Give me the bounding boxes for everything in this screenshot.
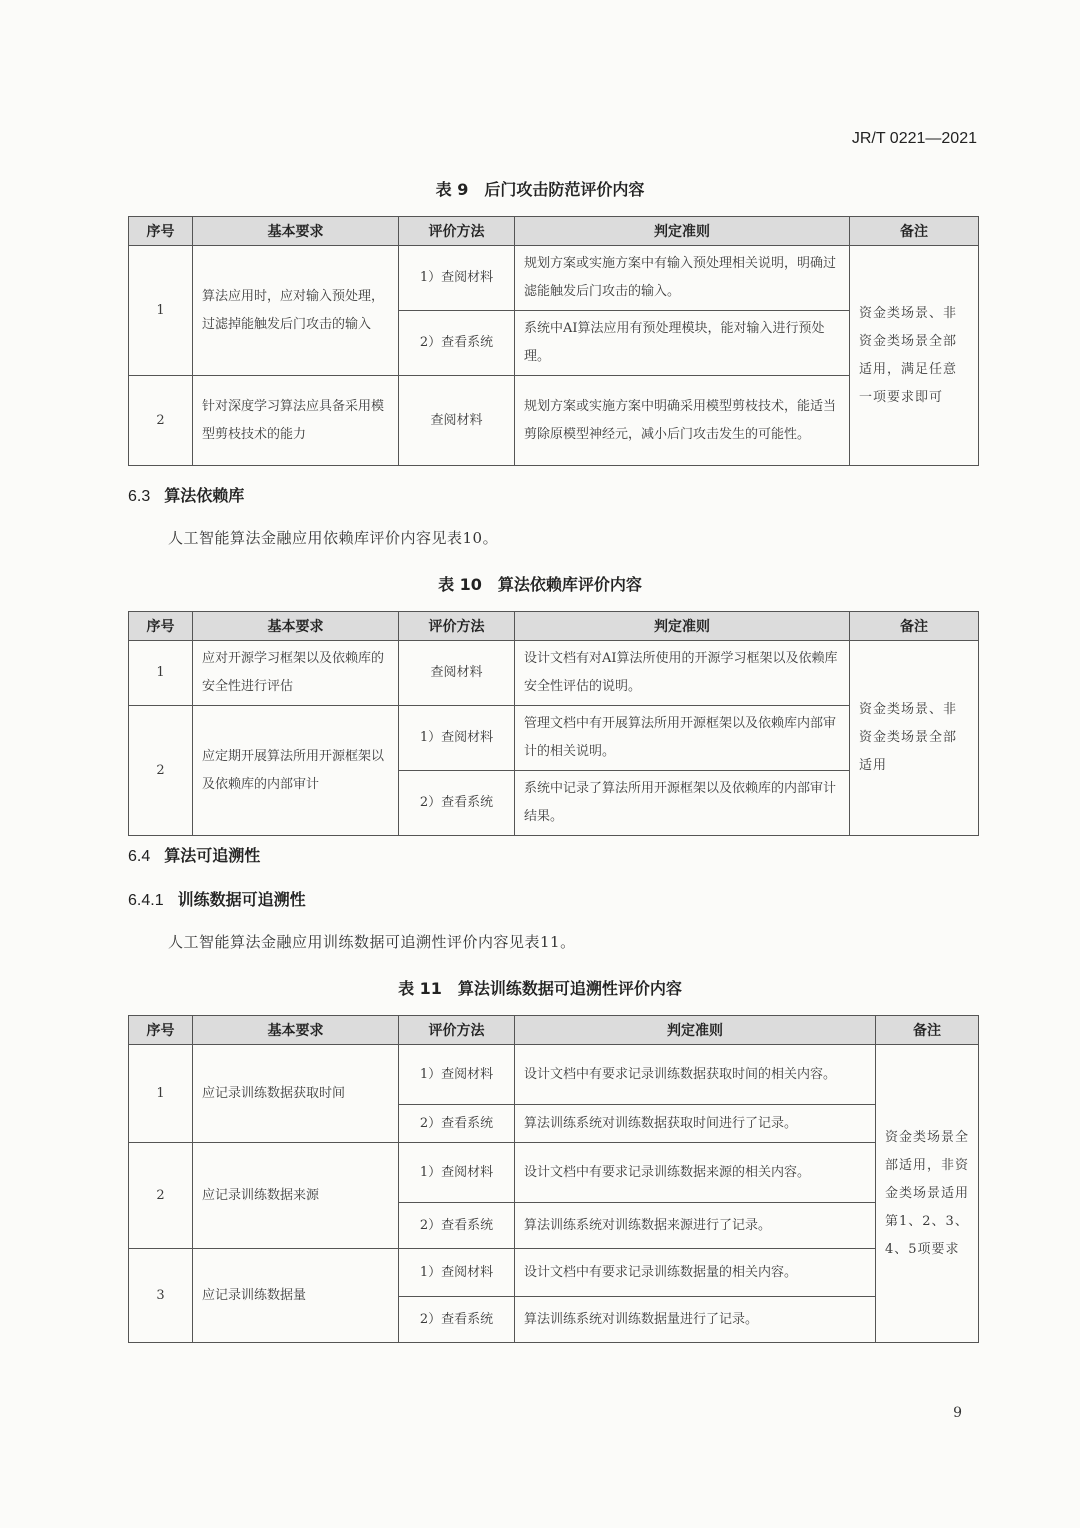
table11-caption: 表 11 算法训练数据可追溯性评价内容 bbox=[398, 979, 682, 998]
col-header-note: 备注 bbox=[850, 612, 979, 641]
row-number: 1 bbox=[129, 1045, 193, 1143]
section-title: 算法可追溯性 bbox=[164, 846, 261, 865]
section-heading-6-4 bbox=[128, 843, 260, 866]
row-number: 1 bbox=[129, 641, 193, 706]
col-header-requirement: 基本要求 bbox=[193, 612, 399, 641]
table-row bbox=[129, 641, 979, 706]
col-header-method: 评价方法 bbox=[399, 1016, 515, 1045]
section-number: 6.3 bbox=[128, 488, 151, 505]
table-row bbox=[129, 1143, 979, 1203]
col-header-criterion: 判定准则 bbox=[515, 612, 850, 641]
method-cell: 2）查看系统 bbox=[399, 1105, 515, 1143]
col-header-no: 序号 bbox=[129, 1016, 193, 1045]
requirement-cell: 针对深度学习算法应具备采用模型剪枝技术的能力 bbox=[193, 376, 399, 466]
paragraph: 人工智能算法金融应用依赖库评价内容见表10。 bbox=[168, 529, 499, 547]
criterion-cell: 设计文档中有要求记录训练数据来源的相关内容。 bbox=[515, 1143, 876, 1203]
section-title: 算法依赖库 bbox=[164, 486, 245, 505]
section-number: 6.4.1 bbox=[128, 892, 164, 909]
table9 bbox=[128, 216, 979, 466]
row-number: 1 bbox=[129, 246, 193, 376]
standard-code: JR/T 0221—2021 bbox=[851, 130, 977, 147]
table10 bbox=[128, 611, 979, 836]
table-row bbox=[129, 246, 979, 311]
row-number: 2 bbox=[129, 706, 193, 836]
requirement-cell: 应记录训练数据获取时间 bbox=[193, 1045, 399, 1143]
section-heading-6-3 bbox=[128, 483, 244, 506]
method-cell: 1）查阅材料 bbox=[399, 706, 515, 771]
criterion-cell: 规划方案或实施方案中明确采用模型剪枝技术，能适当剪除原模型神经元，减小后门攻击发生的可能性。 bbox=[515, 376, 850, 466]
table9-header-row bbox=[129, 217, 979, 246]
col-header-method: 评价方法 bbox=[399, 612, 515, 641]
row-number: 2 bbox=[129, 1143, 193, 1249]
requirement-cell: 应对开源学习框架以及依赖库的安全性进行评估 bbox=[193, 641, 399, 706]
criterion-cell: 设计文档中有要求记录训练数据量的相关内容。 bbox=[515, 1249, 876, 1297]
criterion-cell: 算法训练系统对训练数据量进行了记录。 bbox=[515, 1297, 876, 1343]
note-cell: 资金类场景全部适用，非资金类场景适用第1、2、3、4、5项要求 bbox=[876, 1045, 979, 1343]
table-row bbox=[129, 1045, 979, 1105]
col-header-note: 备注 bbox=[850, 217, 979, 246]
criterion-cell: 设计文档中有要求记录训练数据获取时间的相关内容。 bbox=[515, 1045, 876, 1105]
note-cell: 资金类场景、非资金类场景全部适用，满足任意一项要求即可 bbox=[850, 246, 979, 466]
criterion-cell: 规划方案或实施方案中有输入预处理相关说明，明确过滤能触发后门攻击的输入。 bbox=[515, 246, 850, 311]
requirement-cell: 算法应用时，应对输入预处理，过滤掉能触发后门攻击的输入 bbox=[193, 246, 399, 376]
method-cell: 2）查看系统 bbox=[399, 1203, 515, 1249]
method-cell: 2）查看系统 bbox=[399, 1297, 515, 1343]
criterion-cell: 设计文档有对AI算法所使用的开源学习框架以及依赖库安全性评估的说明。 bbox=[515, 641, 850, 706]
table11-header-row bbox=[129, 1016, 979, 1045]
col-header-method: 评价方法 bbox=[399, 217, 515, 246]
row-number: 2 bbox=[129, 376, 193, 466]
col-header-note: 备注 bbox=[876, 1016, 979, 1045]
method-cell: 2）查看系统 bbox=[399, 311, 515, 376]
paragraph: 人工智能算法金融应用训练数据可追溯性评价内容见表11。 bbox=[168, 933, 576, 951]
method-cell: 1）查阅材料 bbox=[399, 1045, 515, 1105]
requirement-cell: 应定期开展算法所用开源框架以及依赖库的内部审计 bbox=[193, 706, 399, 836]
page-number: 9 bbox=[953, 1405, 962, 1421]
table9-caption: 表 9 后门攻击防范评价内容 bbox=[435, 180, 645, 199]
method-cell: 2）查看系统 bbox=[399, 771, 515, 836]
section-heading-6-4-1 bbox=[128, 887, 306, 910]
requirement-cell: 应记录训练数据来源 bbox=[193, 1143, 399, 1249]
col-header-requirement: 基本要求 bbox=[193, 217, 399, 246]
table-row bbox=[129, 1249, 979, 1297]
criterion-cell: 系统中记录了算法所用开源框架以及依赖库的内部审计结果。 bbox=[515, 771, 850, 836]
col-header-no: 序号 bbox=[129, 612, 193, 641]
col-header-requirement: 基本要求 bbox=[193, 1016, 399, 1045]
note-cell: 资金类场景、非资金类场景全部适用 bbox=[850, 641, 979, 836]
criterion-cell: 系统中AI算法应用有预处理模块，能对输入进行预处理。 bbox=[515, 311, 850, 376]
section-title: 训练数据可追溯性 bbox=[177, 890, 306, 909]
table11 bbox=[128, 1015, 979, 1343]
col-header-no: 序号 bbox=[129, 217, 193, 246]
criterion-cell: 算法训练系统对训练数据来源进行了记录。 bbox=[515, 1203, 876, 1249]
col-header-criterion: 判定准则 bbox=[515, 217, 850, 246]
table10-header-row bbox=[129, 612, 979, 641]
method-cell: 1）查阅材料 bbox=[399, 1143, 515, 1203]
criterion-cell: 管理文档中有开展算法所用开源框架以及依赖库内部审计的相关说明。 bbox=[515, 706, 850, 771]
section-number: 6.4 bbox=[128, 848, 151, 865]
method-cell: 1）查阅材料 bbox=[399, 1249, 515, 1297]
method-cell: 查阅材料 bbox=[399, 376, 515, 466]
table10-caption: 表 10 算法依赖库评价内容 bbox=[438, 575, 642, 594]
method-cell: 1）查阅材料 bbox=[399, 246, 515, 311]
criterion-cell: 算法训练系统对训练数据获取时间进行了记录。 bbox=[515, 1105, 876, 1143]
row-number: 3 bbox=[129, 1249, 193, 1343]
method-cell: 查阅材料 bbox=[399, 641, 515, 706]
requirement-cell: 应记录训练数据量 bbox=[193, 1249, 399, 1343]
col-header-criterion: 判定准则 bbox=[515, 1016, 876, 1045]
